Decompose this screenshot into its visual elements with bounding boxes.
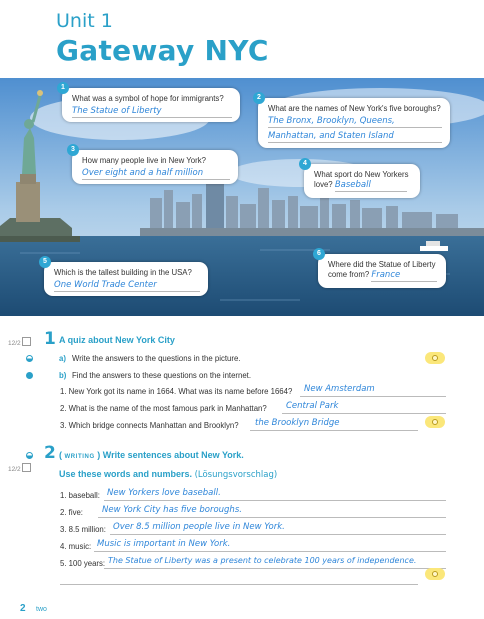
- exercise-1b-answer-1[interactable]: New Amsterdam: [304, 384, 375, 394]
- exercise-1a-text: Write the answers to the questions in the picture.: [72, 354, 241, 363]
- bubble-number-4: 4: [299, 158, 311, 170]
- bubble-answer-1[interactable]: The Statue of Liberty: [72, 105, 232, 118]
- bubble-question-2: What are the names of New York's five boroughs?: [268, 104, 441, 113]
- exercise-2-label-2: 2. five:: [60, 508, 83, 517]
- bubble-question-6b: come from?: [328, 270, 370, 279]
- bubble-answer-2a[interactable]: The Bronx, Brooklyn, Queens,: [268, 115, 442, 128]
- bubble-question-3: How many people live in New York?: [82, 156, 206, 165]
- exercise-2-heading: Write sentences about New York.: [102, 450, 244, 460]
- bubble-number-6: 6: [313, 248, 325, 260]
- exercise-2-label-1: 1. baseball:: [60, 491, 100, 500]
- question-bubble-3: [71, 146, 238, 184]
- exercise-2-number: 2: [44, 443, 56, 463]
- level-half-dot-icon: [26, 355, 33, 362]
- question-bubble-4: [303, 160, 420, 198]
- question-bubble-2: [257, 94, 450, 148]
- exercise-1b-label: b): [59, 371, 67, 380]
- exercise-1b-question-3: 3. Which bridge connects Manhattan and Brooklyn?: [60, 421, 239, 430]
- answer-line: [300, 396, 446, 397]
- exercise-1b-question-1: 1. New York got its name in 1664. What was its name before 1664?: [60, 387, 293, 396]
- solution-toggle-icon[interactable]: [425, 568, 445, 580]
- page-title: Gateway NYC: [56, 34, 269, 67]
- bubble-answer-6[interactable]: France: [371, 269, 437, 282]
- bubble-answer-3[interactable]: Over eight and a half million: [82, 167, 230, 180]
- exercise-1-heading: A quiz about New York City: [59, 335, 175, 345]
- exercise-2-label-5: 5. 100 years:: [60, 559, 106, 568]
- answer-line: [104, 500, 446, 501]
- bubble-number-2: 2: [253, 92, 265, 104]
- score-box-1: [8, 337, 31, 347]
- score-box-2: [8, 463, 31, 473]
- score-text-2: 12/2: [8, 466, 21, 473]
- exercise-2-answer-1[interactable]: New Yorkers love baseball.: [107, 488, 221, 498]
- exercise-2-label-3: 3. 8.5 million:: [60, 525, 106, 534]
- bubble-answer-4[interactable]: Baseball: [335, 179, 407, 192]
- answer-line: [110, 534, 446, 535]
- exercise-2-answer-4[interactable]: Music is important in New York.: [97, 539, 231, 549]
- writing-tag: WRITING: [64, 454, 95, 460]
- bubble-question-6a: Where did the Statue of Liberty: [328, 260, 436, 269]
- exercise-2-subheading: Use these words and numbers.: [59, 469, 193, 479]
- bubble-question-1: What was a symbol of hope for immigrants?: [72, 94, 224, 103]
- exercise-1b-text: Find the answers to these questions on the internet.: [72, 371, 252, 380]
- exercise-2-label-4: 4. music:: [60, 542, 92, 551]
- answer-line: [250, 430, 418, 431]
- exercise-2-answer-3[interactable]: Over 8.5 million people live in New York.: [113, 522, 285, 532]
- solution-note: (Lösungsvorschlag): [194, 470, 278, 480]
- level-half-dot-icon: [26, 452, 33, 459]
- answer-line: [104, 568, 446, 569]
- question-bubble-1: [61, 84, 240, 122]
- exercise-2-answer-2[interactable]: New York City has five boroughs.: [102, 505, 242, 515]
- checkbox-icon[interactable]: [22, 463, 31, 472]
- exercise-1b-question-2: 2. What is the name of the most famous park in Manhattan?: [60, 404, 267, 413]
- question-bubble-5: [43, 258, 208, 296]
- checkbox-icon[interactable]: [22, 337, 31, 346]
- answer-line: [94, 551, 446, 552]
- writing-close: ): [97, 450, 101, 460]
- level-full-dot-icon: [26, 372, 33, 379]
- solution-toggle-icon[interactable]: [425, 352, 445, 364]
- exercise-1b-answer-3[interactable]: the Brooklyn Bridge: [255, 418, 340, 428]
- page-number: 2: [20, 603, 26, 614]
- answer-line: [60, 584, 418, 585]
- exercise-1b-answer-2[interactable]: Central Park: [286, 401, 339, 411]
- page-number-word: two: [36, 606, 47, 613]
- question-bubble-6: [317, 250, 446, 288]
- bubble-answer-5[interactable]: One World Trade Center: [54, 279, 200, 292]
- exercise-1-number: 1: [44, 329, 56, 349]
- exercise-2-subheading-line: [59, 469, 277, 480]
- unit-label: Unit 1: [56, 10, 113, 32]
- exercise-2-heading-line: [59, 450, 244, 460]
- exercise-2-answer-5[interactable]: The Statue of Liberty was a present to celebrate 100 years of independence.: [108, 556, 417, 565]
- answer-line: [98, 517, 446, 518]
- bubble-question-4b: love?: [314, 180, 333, 189]
- bubble-number-3: 3: [67, 144, 79, 156]
- bubble-number-1: 1: [57, 82, 69, 94]
- exercise-1a-label: a): [59, 354, 66, 363]
- bubble-question-5: Which is the tallest building in the USA?: [54, 268, 192, 277]
- solution-toggle-icon[interactable]: [425, 416, 445, 428]
- bubble-question-4a: What sport do New Yorkers: [314, 170, 409, 179]
- answer-line: [282, 413, 446, 414]
- bubble-answer-2b[interactable]: Manhattan, and Staten Island: [268, 130, 442, 143]
- bubble-number-5: 5: [39, 256, 51, 268]
- score-text-1: 12/2: [8, 340, 21, 347]
- writing-open: (: [59, 450, 62, 460]
